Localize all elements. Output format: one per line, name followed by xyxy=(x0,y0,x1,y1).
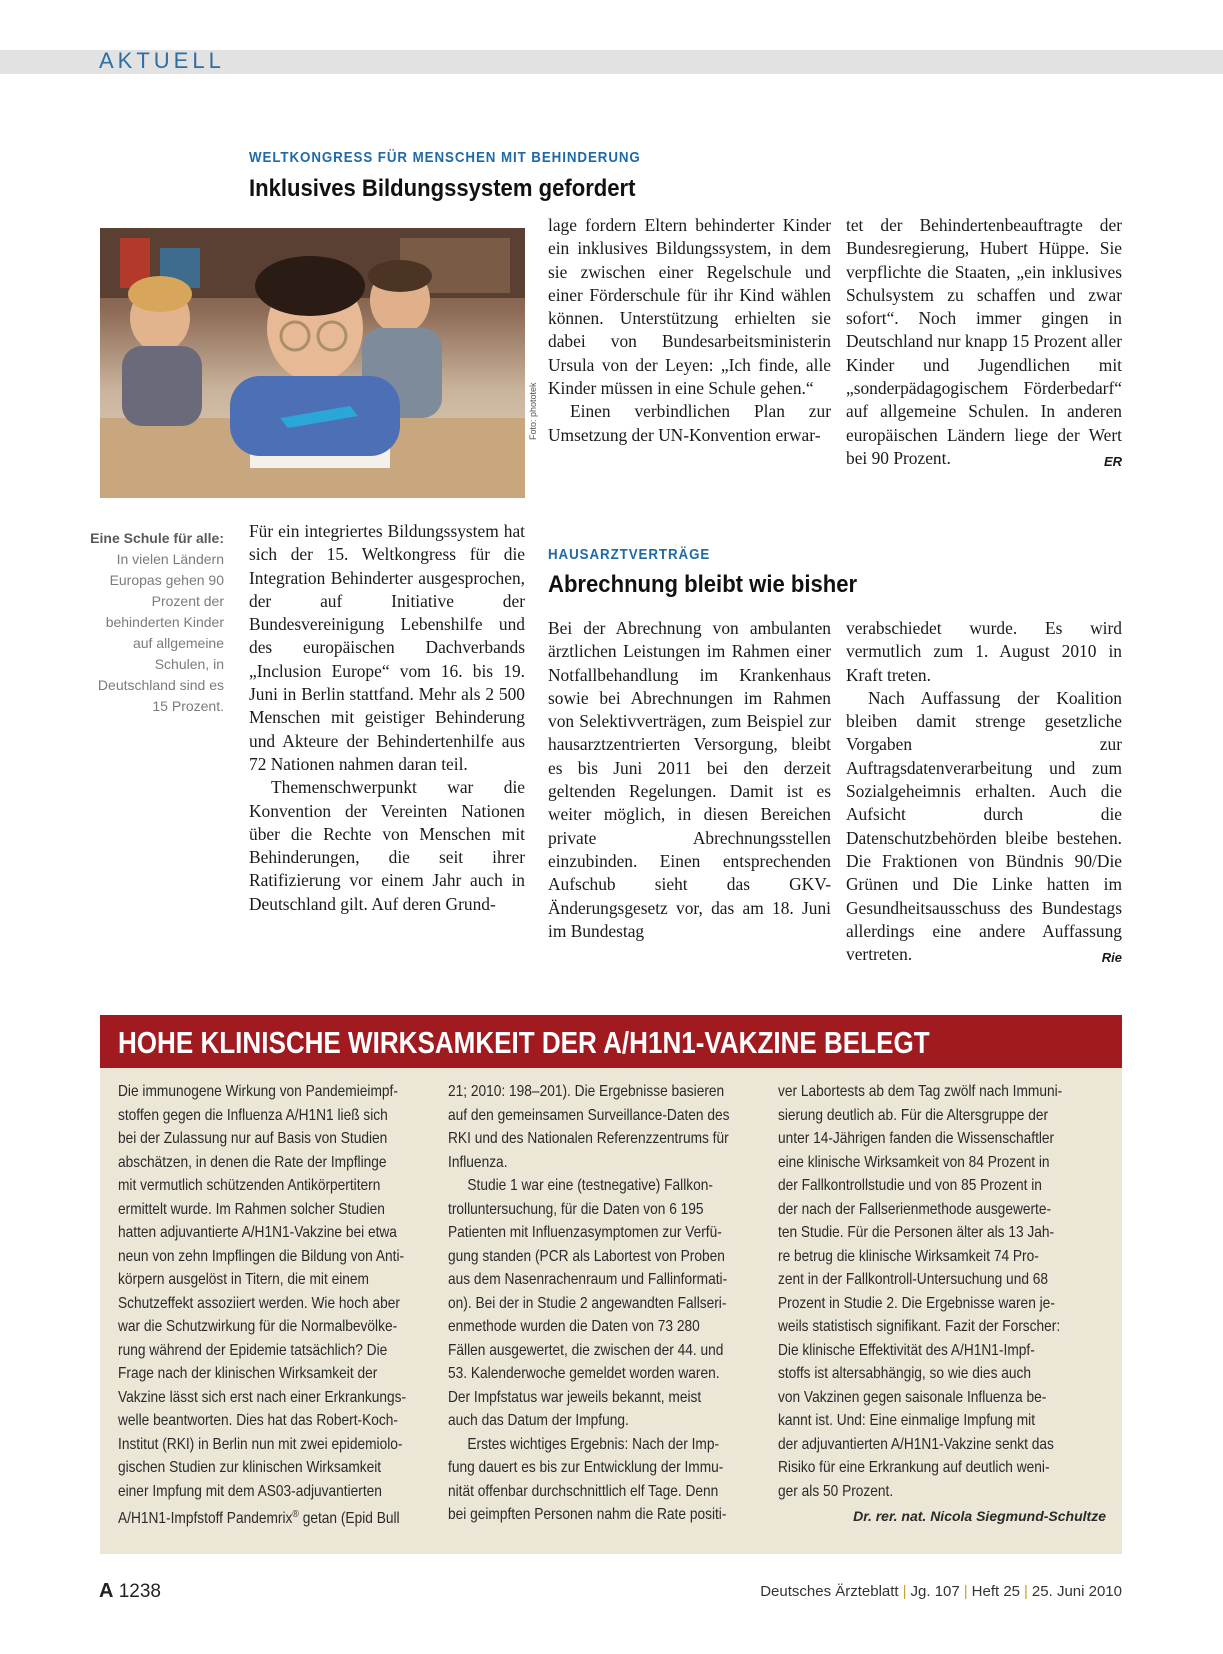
box-line: war die Schutzwirkung für die Normalbevölke- xyxy=(118,1318,398,1335)
paragraph: tet der Behindertenbeauftragte der Bundesregierung, Hubert Hüppe. Sie verpflichte die Staaten, „ein inklusives Schulsystem zu schaffen und zwar sofort“. Noch immer gingen in Deutschland nur knapp 15 Prozent aller Kinder und Jugendlichen mit „sonderpädagogischem Förderbedarf“ auf allgemeine Schulen. In anderen europäischen Ländern liege der Wert bei 90 Prozent. xyxy=(846,215,1122,468)
page-number xyxy=(99,1580,161,1603)
box-line: aus dem Nasenrachenraum und Fallinformati- xyxy=(448,1271,728,1288)
box-line: eine klinische Wirksamkeit von 84 Prozent in xyxy=(778,1153,1050,1171)
article2-headline: Abrechnung bleibt wie bisher xyxy=(548,571,858,598)
box-column-2 xyxy=(448,1080,729,1527)
box-line: Die klinische Effektivität des A/H1N1-Impf- xyxy=(778,1341,1035,1359)
box-line: kannt ist. Und: Eine einmalige Impfung mit xyxy=(778,1412,1036,1429)
photo-caption xyxy=(90,528,224,717)
page-prefix: A xyxy=(99,1580,114,1602)
box-line: auf den gemeinsamen Surveillance-Daten des xyxy=(448,1106,730,1124)
box-line: ver Labortests ab dem Tag zwölf nach Immuni- xyxy=(778,1083,1063,1100)
box-line: Die immunogene Wirkung von Pandemieimpf- xyxy=(118,1083,398,1100)
box-line: bei geimpften Personen nahm die Rate positi- xyxy=(448,1506,727,1523)
box-line: ermittelt wurde. Im Rahmen solcher Studien xyxy=(118,1200,385,1218)
box-line: Studie 1 war eine (testnegative) Fallkon- xyxy=(467,1177,713,1194)
citation-text: getan (Epid Bull xyxy=(298,1510,400,1528)
box-line: RKI und des Nationalen Referenzzentrums für xyxy=(448,1130,729,1147)
box-line: re betrug die klinische Wirksamkeit 74 Pro- xyxy=(778,1247,1039,1265)
box-line: der Fallkontrollstudie und von 85 Prozent in xyxy=(778,1177,1042,1194)
box-line: Erstes wichtiges Ergebnis: Nach der Imp- xyxy=(467,1435,720,1453)
article1-kicker: WELTKONGRESS FÜR MENSCHEN MIT BEHINDERUNG xyxy=(249,150,641,166)
box-line: ten Studie. Für die Personen älter als 13 Jah- xyxy=(778,1224,1055,1241)
photo-credit: Foto: phototek xyxy=(528,382,538,440)
box-line: Prozent in Studie 2. Die Ergebnisse waren je- xyxy=(778,1294,1055,1312)
pandemrix-text: A/H1N1-Impfstoff Pandemrix xyxy=(118,1510,293,1528)
article2-kicker: HAUSARZTVERTRÄGE xyxy=(548,547,711,563)
box-line: weils statistisch signifikant. Fazit der Forscher: xyxy=(778,1318,1061,1335)
box-line: gischen Studien zur klinischen Wirksamkeit xyxy=(118,1459,382,1476)
article-photo xyxy=(100,228,525,498)
footer-publication xyxy=(640,1583,1122,1600)
box-line: enmethode wurden die Daten von 73 280 xyxy=(448,1318,700,1335)
box-line: von Vakzinen gegen saisonale Influenza be- xyxy=(778,1388,1047,1406)
box-line: Der Impfstatus war jeweils bekannt, meist xyxy=(448,1388,702,1406)
box-line: bei der Zulassung nur auf Basis von Studien xyxy=(118,1130,388,1147)
box-line: abschätzen, in denen die Rate der Impflinge xyxy=(118,1153,387,1171)
paragraph: Für ein integriertes Bildungssystem hat sich der 15. Weltkongress für die Integration Behinderter ausgesprochen, der auf Initiative der Bundesvereinigung Lebenshilfe und des europäischen Dachverbands „Inclusion Europe“ vom 16. bis 19. Juni in Berlin stattfand. Mehr als 2 500 Menschen mit geistiger Behinderung und Akteure der Behindertenhilfe aus 72 Nationen nahmen daran teil. xyxy=(249,521,525,774)
box-line: Patienten mit Influenzasymptomen zur Verfü- xyxy=(448,1224,722,1241)
article1-column-2 xyxy=(548,214,831,447)
article2-column-1 xyxy=(548,617,831,943)
paragraph: verabschiedet wurde. Es wird vermutlich zum 1. August 2010 in Kraft treten. xyxy=(846,618,1122,685)
box-column-1 xyxy=(118,1080,406,1531)
paragraph: Themenschwerpunkt war die Konvention der Vereinten Nationen über die Rechte von Menschen mit Behinderungen, die seit ihrer Ratifizierung vor einem Jahr auch in Deutschland gilt. Auf deren Grund- xyxy=(249,777,525,914)
article1-column-1 xyxy=(249,520,525,916)
issue-date: 25. Juni 2010 xyxy=(1031,1583,1122,1600)
paragraph: lage fordern Eltern behinderter Kinder ein inklusives Bildungssystem, in dem sie zwischen einer Regelschule und einer Förderschule für ihr Kind wählen können. Unterstützung erhielten sie dabei von Bundesarbeitsministerin Ursula von der Leyen: „Ich finde, alle Kinder müssen in eine Schule gehen.“ xyxy=(548,215,831,399)
article1-signature: ER xyxy=(1103,454,1122,470)
box-line: 21; 2010: 198–201). Die Ergebnisse basieren xyxy=(448,1083,725,1100)
box-line: rung während der Epidemie tatsächlich? Die xyxy=(118,1341,388,1359)
registered-mark: ® xyxy=(292,1509,299,1520)
box-line: der adjuvantierten A/H1N1-Vakzine senkt das xyxy=(778,1435,1054,1453)
box-line: Influenza. xyxy=(448,1153,508,1171)
article1-headline: Inklusives Bildungssystem gefordert xyxy=(249,175,636,202)
box-line xyxy=(118,1503,406,1531)
box-line: fung dauert es bis zur Entwicklung der Immu- xyxy=(448,1459,724,1476)
separator: | xyxy=(963,1583,968,1600)
box-line: welle beantworten. Dies hat das Robert-Koch- xyxy=(118,1412,398,1429)
box-line: körpern ausgelöst in Titern, die mit einem xyxy=(118,1271,369,1288)
paragraph: Bei der Abrechnung von ambulanten ärztlichen Leistungen im Rahmen einer Notfallbehandlung im Krankenhaus sowie bei Abrechnungen im Rahmen von Selektivverträgen, zum Beispiel zur hausarztzentrierten Versorgung, bleibt es bis Juni 2011 bei den derzeit geltenden Regelungen. Damit ist es weiter möglich, in diesen Bereichen private Abrechnungsstellen einzubinden. Einen entsprechenden Aufschub sieht das GKV-Änderungsgesetz vor, das am 18. Juni im Bundestag xyxy=(548,618,831,941)
article1-column-3 xyxy=(846,214,1122,474)
separator: | xyxy=(1024,1583,1028,1600)
box-line: auch das Datum der Impfung. xyxy=(448,1412,629,1429)
separator: | xyxy=(902,1583,907,1600)
box-line: Institut (RKI) in Berlin nun mit zwei epidemiolo- xyxy=(118,1435,403,1453)
box-title: HOHE KLINISCHE WIRKSAMKEIT DER A/H1N1-VAKZINE BELEGT xyxy=(118,1025,930,1060)
box-line: neun von zehn Impflingen die Bildung von Anti- xyxy=(118,1247,405,1265)
paragraph: Einen verbindlichen Plan zur Umsetzung der UN-Konvention erwar- xyxy=(548,401,831,445)
volume: Jg. 107 xyxy=(910,1583,960,1600)
section-label: AKTUELL xyxy=(99,48,225,73)
box-line: der nach der Fallserienmethode ausgewerte- xyxy=(778,1200,1052,1218)
caption-text: In vielen Ländern Europas gehen 90 Prozent der behinderten Kinder auf allgemeine Schulen, in Deutschland sind es 15 Prozent. xyxy=(97,551,224,714)
box-line: gung standen (PCR als Labortest von Proben xyxy=(448,1247,725,1265)
caption-lead: Eine Schule für alle: xyxy=(90,530,224,546)
box-line: 53. Kalenderwoche gemeldet worden waren. xyxy=(448,1365,720,1382)
box-line: hatten adjuvantierte A/H1N1-Vakzine bei etwa xyxy=(118,1224,397,1241)
box-line: sierung deutlich ab. Für die Altersgruppe der xyxy=(778,1106,1049,1124)
paragraph: Nach Auffassung der Koalition bleiben damit strenge gesetzliche Vorgaben zur Auftragsdatenverarbeitung und zum Sozialgeheimnis erhalten. Auch die Aufsicht durch die Datenschutzbehörden bleibe bestehen. Die Fraktionen von Bündnis 90/Die Grünen und Die Linke hatten im Gesundheitsausschuss des Bundestags allerdings eine andere Auffassung vertreten. xyxy=(846,687,1122,965)
box-line: Risiko für eine Erkrankung auf deutlich weni- xyxy=(778,1459,1050,1476)
box-line: Fällen ausgewertet, die zwischen der 44. und xyxy=(448,1341,724,1359)
box-line: zent in der Fallkontroll-Untersuchung und 68 xyxy=(778,1271,1049,1288)
box-line: Vakzine lässt sich erst nach einer Erkrankungs- xyxy=(118,1388,407,1406)
journal-name: Deutsches Ärzteblatt xyxy=(760,1583,899,1600)
box-line: stoffen gegen die Influenza A/H1N1 ließ sich xyxy=(118,1106,388,1124)
article2-column-2 xyxy=(846,617,1122,970)
box-signature: Dr. rer. nat. Nicola Siegmund-Schultze xyxy=(853,1508,1106,1524)
box-line: trolluntersuchung, für die Daten von 6 195 xyxy=(448,1200,704,1218)
box-line: on). Bei der in Studie 2 angewandten Fallseri- xyxy=(448,1294,727,1312)
box-column-3 xyxy=(778,1080,1062,1503)
issue: Heft 25 xyxy=(971,1583,1021,1600)
box-line: stoffs ist altersabhängig, so wie dies auch xyxy=(778,1365,1031,1382)
box-line: unter 14-Jährigen fanden die Wissenschaftler xyxy=(778,1130,1055,1147)
box-line: Schutzeffekt assoziiert werden. Wie hoch aber xyxy=(118,1294,400,1312)
photo-classroom-image xyxy=(100,228,525,498)
page-number-value: 1238 xyxy=(118,1581,162,1602)
box-line: einer Impfung mit dem AS03-adjuvantierten xyxy=(118,1482,382,1500)
box-line: ger als 50 Prozent. xyxy=(778,1482,894,1500)
box-line: mit vermutlich schützenden Antikörpertitern xyxy=(118,1177,381,1194)
box-line: nität offenbar durchschnittlich elf Tage. Denn xyxy=(448,1482,719,1500)
box-line: Frage nach der klinischen Wirksamkeit der xyxy=(118,1365,378,1382)
article2-signature: Rie xyxy=(1101,950,1122,966)
